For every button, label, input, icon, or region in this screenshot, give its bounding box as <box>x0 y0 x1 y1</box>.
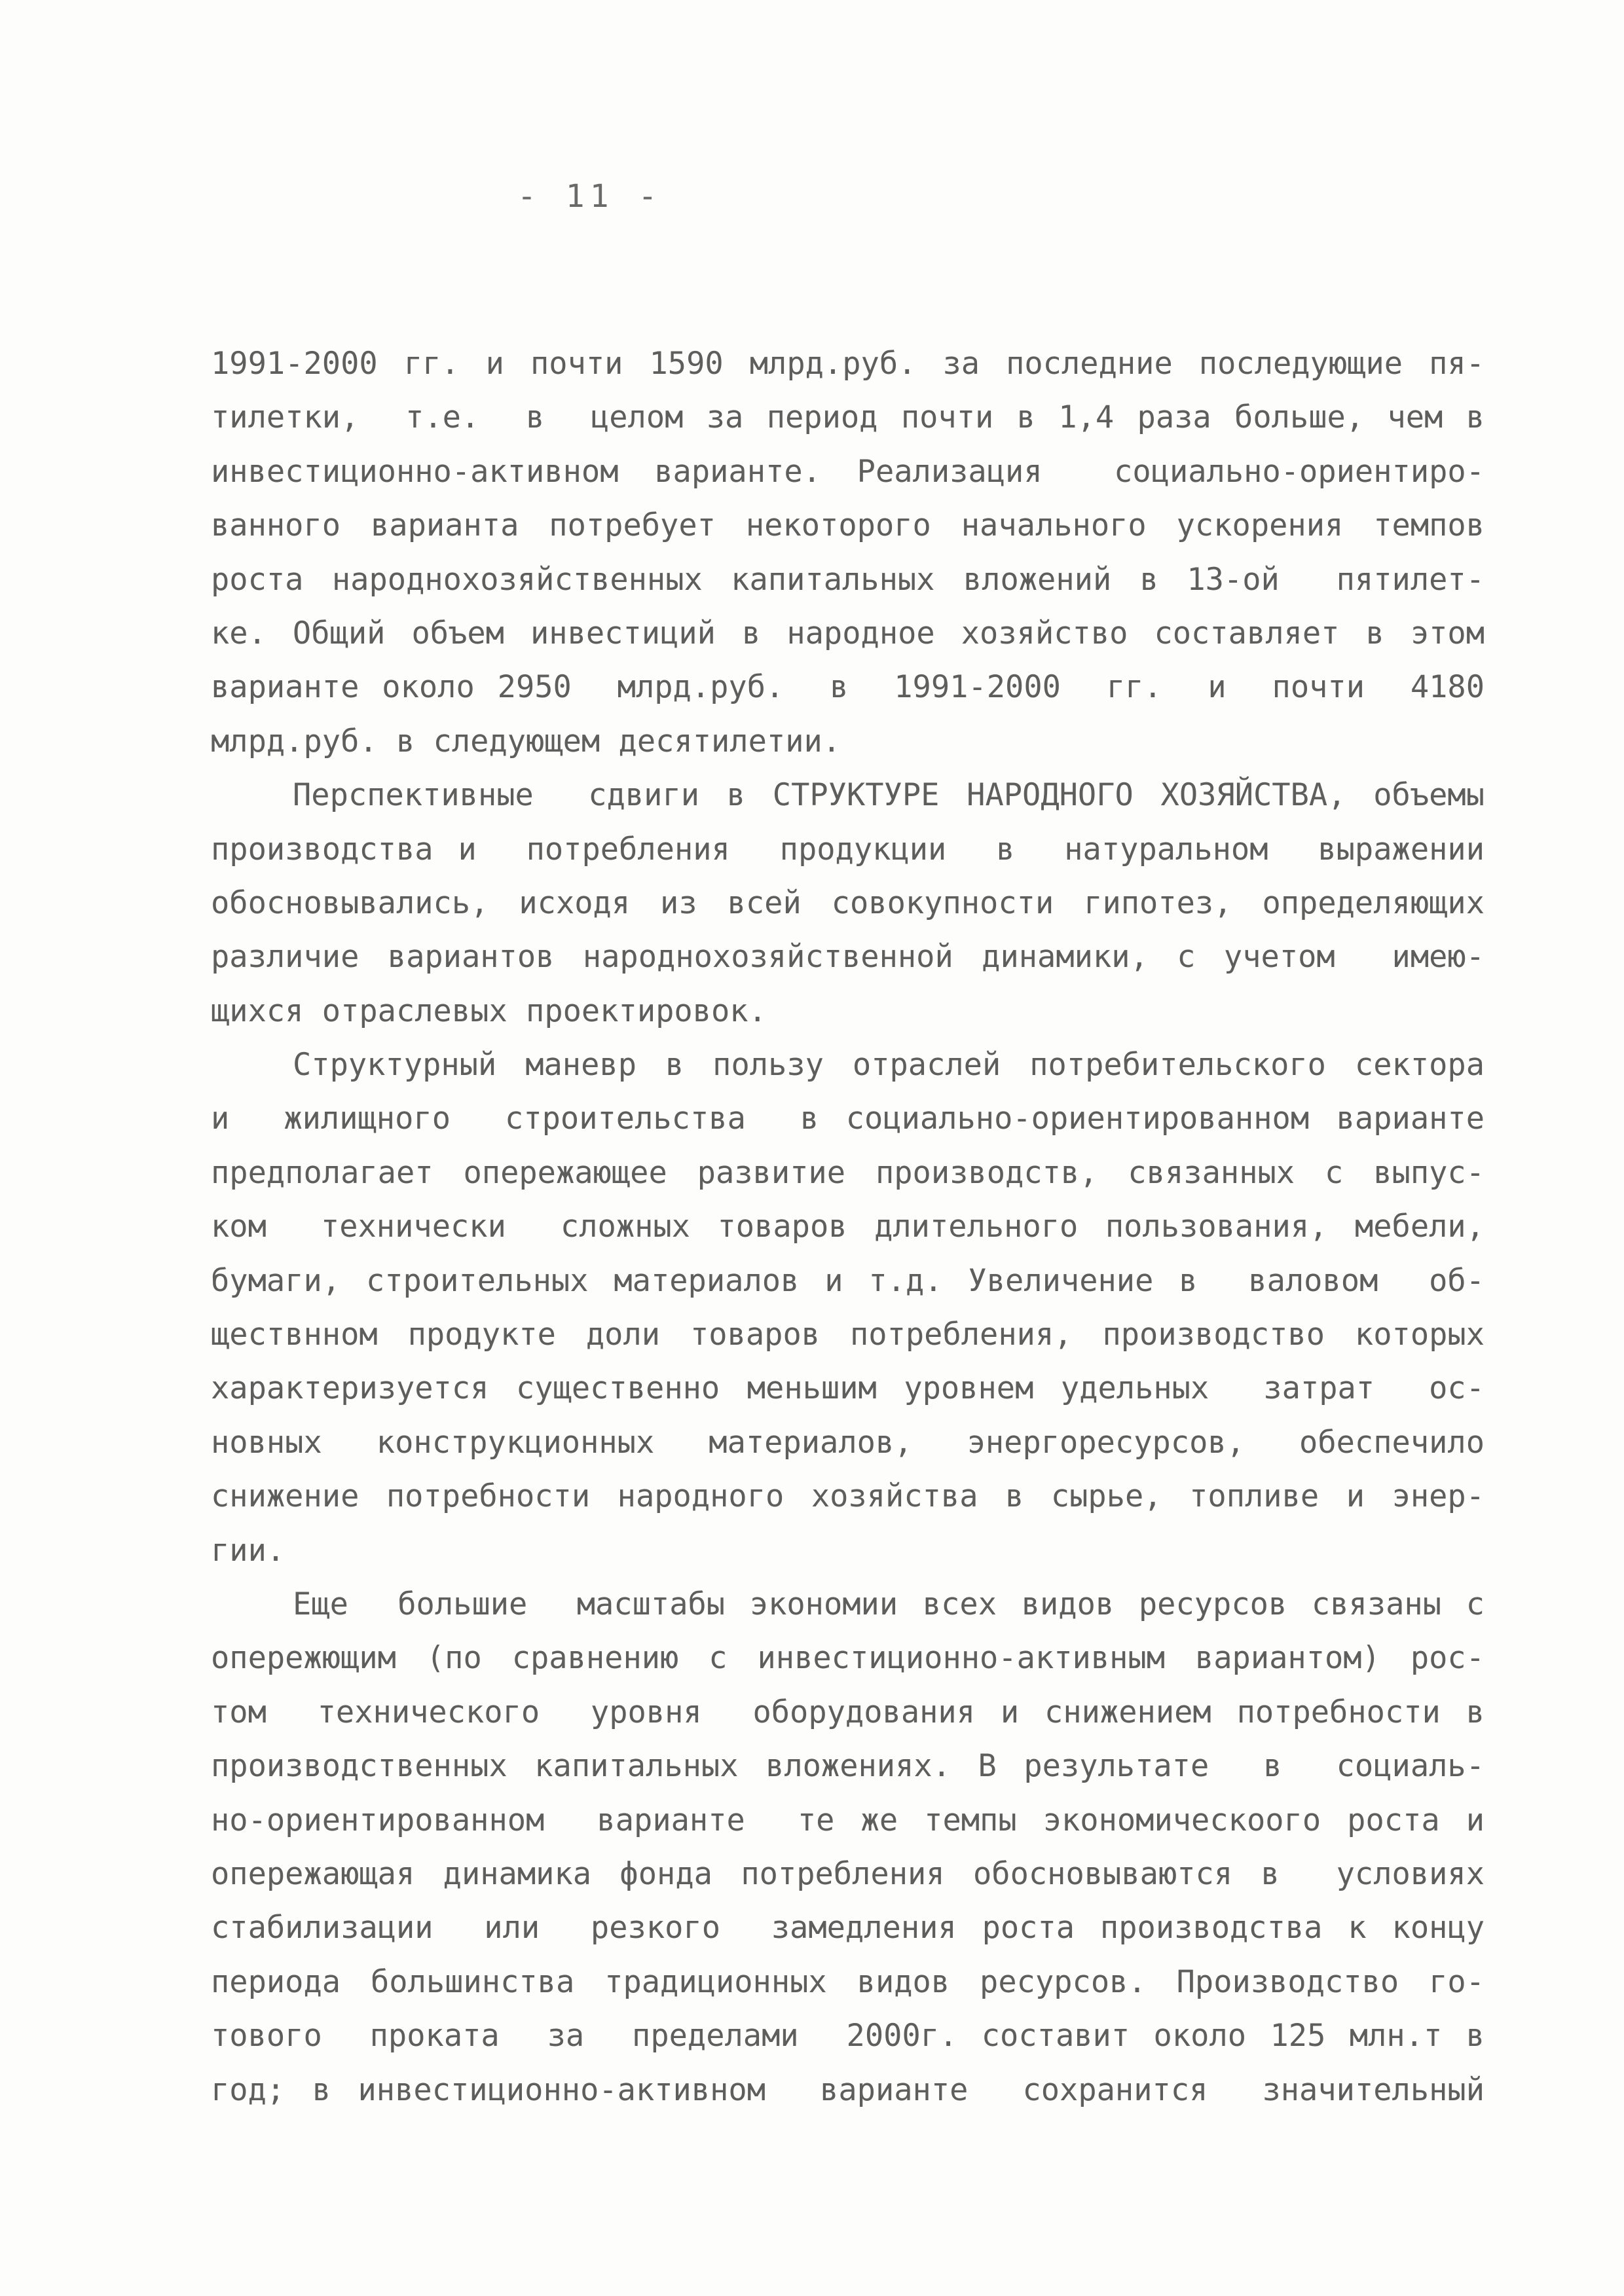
text-line: ке. Общий объем инвестиций в народное хозяйство составляет в этом <box>211 615 1485 651</box>
text-line: инвестиционно-активном варианте. Реализация социально-ориентиро- <box>211 453 1485 490</box>
text-line: стабилизации или резкого замедления роста производства к концу <box>211 1910 1485 1946</box>
text-line: ком технически сложных товаров длительного пользования, мебели, <box>211 1209 1485 1245</box>
text-line: снижение потребности народного хозяйства в сырье, топливе и энер- <box>211 1478 1485 1515</box>
text-line: гии. <box>211 1532 286 1569</box>
text-line: но-ориентированном варианте те же темпы экономическоого роста и <box>211 1802 1485 1838</box>
text-line: ванного варианта потребует некоторого начального ускорения темпов <box>211 507 1485 544</box>
text-line: предполагает опережающее развитие производств, связанных с выпус- <box>211 1154 1485 1191</box>
text-line: том технического уровня оборудования и снижением потребности в <box>211 1694 1485 1730</box>
text-line: 1991-2000 гг. и почти 1590 млрд.руб. за последние последующие пя- <box>211 346 1485 382</box>
text-line: Еще большие масштабы экономии всех видов ресурсов связаны с <box>293 1586 1485 1622</box>
text-line: новных конструкционных материалов, энергоресурсов, обеспечило <box>211 1424 1485 1461</box>
text-line: Структурный маневр в пользу отраслей потребительского сектора <box>293 1047 1485 1084</box>
text-line: ществнном продукте доли товаров потребления, производство которых <box>211 1317 1485 1353</box>
text-line: характеризуется существенно меньшим уровнем удельных затрат ос- <box>211 1370 1485 1407</box>
text-line: производственных капитальных вложениях. В результате в социаль- <box>211 1748 1485 1785</box>
page-number: - 11 - <box>517 178 663 215</box>
text-line: тового проката за пределами 2000г. составит около 125 млн.т в <box>211 2018 1485 2054</box>
text-line: бумаги, строительных материалов и т.д. Увеличение в валовом об- <box>211 1262 1485 1299</box>
body-text <box>211 337 1485 2117</box>
text-line: щихся отраслевых проектировок. <box>211 993 767 1029</box>
text-line: год; в инвестиционно-активном варианте сохранится значительный <box>211 2071 1485 2108</box>
text-line: различие вариантов народнохозяйственной динамики, с учетом имею- <box>211 939 1485 975</box>
text-line: млрд.руб. в следующем десятилетии. <box>211 723 841 759</box>
text-line: периода большинства традиционных видов ресурсов. Производство го- <box>211 1963 1485 2000</box>
text-line: Перспективные сдвиги в СТРУКТУРЕ НАРОДНОГО ХОЗЯЙСТВА, объемы <box>293 777 1485 814</box>
text-line: опережющим (по сравнению с инвестиционно-активным вариантом) рос- <box>211 1640 1485 1677</box>
text-line: роста народнохозяйственных капитальных вложений в 13-ой пятилет- <box>211 561 1485 598</box>
text-line: опережающая динамика фонда потребления обосновываются в условиях <box>211 1855 1485 1892</box>
text-line: обосновывались, исходя из всей совокупности гипотез, определяющих <box>211 884 1485 921</box>
text-line: производства и потребления продукции в натуральном выражении <box>211 831 1485 867</box>
text-line: тилетки, т.е. в целом за период почти в 1,4 раза больше, чем в <box>211 399 1485 436</box>
text-line: варианте около 2950 млрд.руб. в 1991-2000 гг. и почти 4180 <box>211 669 1485 706</box>
text-line: и жилищного строительства в социально-ориентированном варианте <box>211 1101 1485 1137</box>
